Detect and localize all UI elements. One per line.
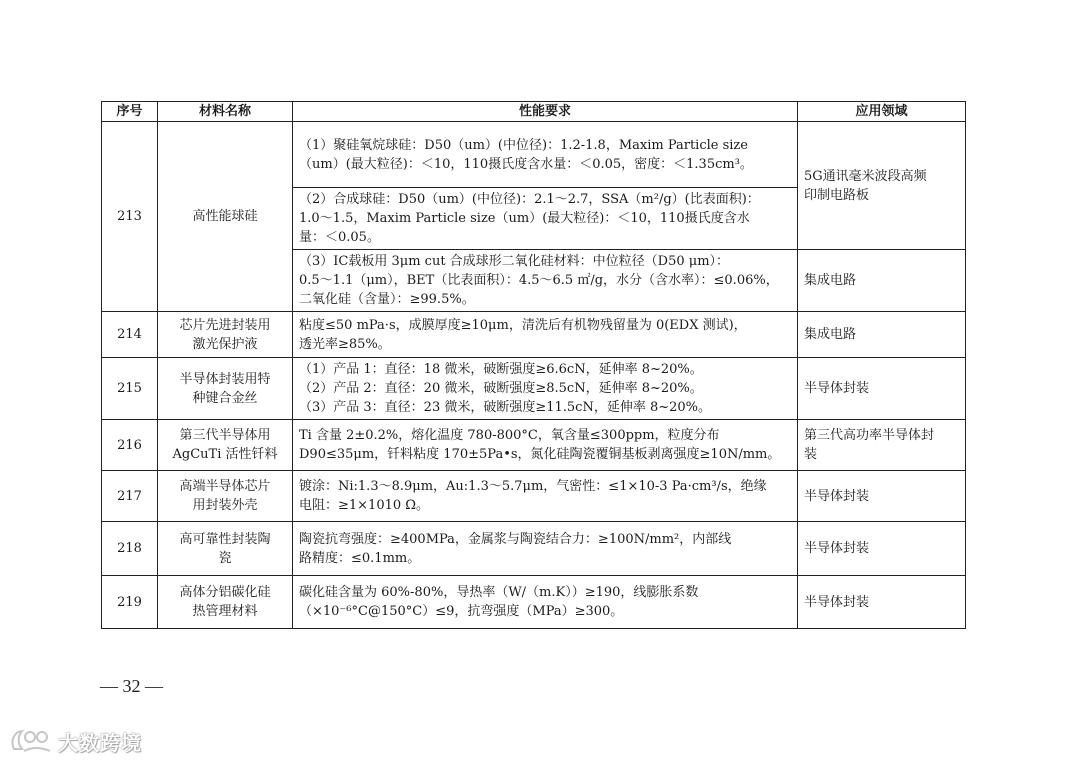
material-name-line: 高体分铝碳化硅 [179, 585, 271, 600]
performance-line: Ti 含量 2±0.2%，熔化温度 780-800°C，氧含量≤300ppm，粒度分布 [299, 428, 720, 443]
row-no: 214 [102, 312, 158, 358]
performance-line: 粘度≤50 mPa·s，成膜厚度≥10μm，清洗后有机物残留量为 0(EDX 测试)， [299, 317, 747, 333]
performance-line: 透光率≥85%。 [299, 336, 391, 352]
performance-line: （1）聚硅氧烷球硅：D50（um）(中位径)：1.2-1.8，Maxim Particle size [299, 137, 748, 153]
material-name-line: 高可靠性封装陶 [179, 531, 271, 547]
performance-cell [293, 358, 798, 420]
material-name-line: AgCuTi 活性钎料 [172, 447, 278, 462]
performance-line: 镀涂：Ni:1.3～8.9μm，Au:1.3～5.7μm，气密性：≤1×10-3 Pa·cm³/s，绝缘 [299, 479, 767, 494]
application-line: 第三代高功率半导体封 [804, 428, 935, 443]
material-name [158, 471, 293, 522]
performance-cell [293, 471, 798, 522]
material-name-line: 高端半导体芯片 [179, 479, 271, 494]
application-cell: 半导体封装 [798, 471, 966, 522]
performance-line: （×10⁻⁶°C@150°C）≤9，抗弯强度（MPa）≥300。 [299, 604, 624, 619]
row-no: 216 [102, 420, 158, 471]
performance-line: 1.0～1.5，Maxim Particle size（um）(最大粒径)：＜10，110摄氏度含水 [299, 211, 750, 226]
row-no: 213 [102, 122, 158, 312]
application-cell: 半导体封装 [798, 576, 966, 629]
performance-line: 二氧化硅（含量）：≥99.5%。 [299, 292, 475, 307]
header-material-name: 材料名称 [158, 102, 293, 122]
table-row [102, 312, 966, 358]
performance-line: （um）(最大粒径)：＜10，110摄氏度含水量：＜0.05，密度：＜1.35cm³。 [299, 156, 753, 172]
performance-line: 陶瓷抗弯强度：≥400MPa，金属浆与陶瓷结合力：≥100N/mm²，内部线 [299, 531, 732, 547]
table-row [102, 576, 966, 629]
materials-table [101, 101, 966, 629]
application-line: 装 [804, 447, 818, 462]
performance-line: （1）产品 1：直径：18 微米，破断强度≥6.6cN，延伸率 8~20%。 [299, 362, 703, 377]
material-name [158, 576, 293, 629]
watermark-text: 大数跨境 [58, 730, 142, 755]
table-header-row [102, 102, 966, 122]
application-cell: 集成电路 [798, 312, 966, 358]
performance-line: D90≤35μm，钎料粘度 170±5Pa•s，氮化硅陶瓷覆铜基板剥离强度≥10N/mm。 [299, 447, 781, 462]
performance-cell [293, 312, 798, 358]
table-row [102, 471, 966, 522]
table-row [102, 358, 966, 420]
performance-line: （3）IC载板用 3μm cut 合成球形二氧化硅材料：中位粒径（D50 μm）： [299, 254, 730, 269]
row-no: 217 [102, 471, 158, 522]
application-cell: 集成电路 [798, 250, 966, 312]
performance-line: 0.5～1.1（μm），BET（比表面积）：4.5～6.5 ㎡/g，水分（含水率）：≤0.06%， [299, 273, 779, 288]
application-cell: 半导体封装 [798, 358, 966, 420]
application-line: 印制电路板 [804, 187, 870, 203]
material-name [158, 312, 293, 358]
material-name-line: 瓷 [218, 550, 232, 566]
performance-cell [293, 420, 798, 471]
table-row [102, 122, 966, 188]
performance-cell [293, 188, 798, 250]
material-name [158, 522, 293, 576]
performance-line: 路精度：≤0.1mm。 [299, 550, 421, 566]
performance-line: （2）合成球硅：D50（um）(中位径)：2.1～2.7，SSA（m²/g）(比表面积)： [299, 192, 760, 207]
row-no: 219 [102, 576, 158, 629]
material-name-line: 半导体封装用特 [179, 371, 271, 387]
material-name-line: 种键合金丝 [192, 390, 258, 406]
row-no: 215 [102, 358, 158, 420]
material-name [158, 420, 293, 471]
performance-line: （2）产品 2：直径：20 微米，破断强度≥8.5cN，延伸率 8~20%。 [299, 381, 703, 396]
material-name-line: 热管理材料 [192, 604, 258, 619]
application-cell: 半导体封装 [798, 522, 966, 576]
header-performance: 性能要求 [293, 102, 798, 122]
table-row [102, 522, 966, 576]
performance-line: 量：＜0.05。 [299, 230, 380, 245]
header-no: 序号 [102, 102, 158, 122]
row-no: 218 [102, 522, 158, 576]
table-row [102, 420, 966, 471]
performance-line: （3）产品 3：直径：23 微米，破断强度≥11.5cN，延伸率 8~20%。 [299, 400, 712, 415]
performance-cell [293, 522, 798, 576]
material-name: 高性能球硅 [158, 122, 293, 312]
watermark [8, 726, 142, 756]
application-cell [798, 122, 966, 250]
performance-line: 碳化硅含量为 60%-80%，导热率（W/（m.K））≥190，线膨胀系数 [299, 585, 699, 600]
header-application: 应用领域 [798, 102, 966, 122]
application-line: 5G通讯毫米波段高频 [804, 168, 927, 184]
performance-cell [293, 122, 798, 188]
application-cell [798, 420, 966, 471]
watermark-logo-icon [8, 727, 54, 755]
material-name-line: 用封装外壳 [192, 498, 258, 513]
performance-cell [293, 250, 798, 312]
performance-cell [293, 576, 798, 629]
page-number: — 32 — [100, 676, 163, 696]
performance-line: 电阻：≥1×1010 Ω。 [299, 498, 430, 513]
material-name-line: 激光保护液 [192, 336, 258, 352]
material-name [158, 358, 293, 420]
material-name-line: 芯片先进封装用 [179, 317, 271, 333]
material-name-line: 第三代半导体用 [179, 428, 271, 443]
